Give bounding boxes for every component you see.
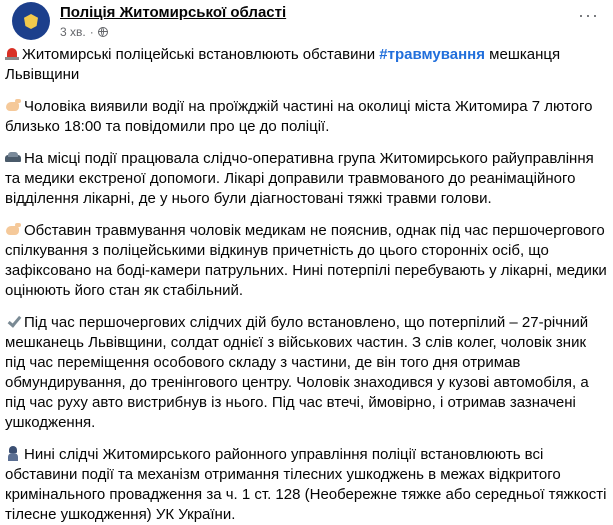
post-header [0, 0, 613, 44]
police-car-icon [5, 149, 21, 165]
page-name-link[interactable]: Поліція Житомирської області [60, 4, 287, 21]
police-officer-icon [5, 445, 21, 461]
siren-icon [5, 45, 19, 61]
post-paragraph-3: На місці події працювала слідчо-оперативна група Житомирського райуправління та медики екстреної допомоги. Лікарі доправили травмованого до реанімаційного відділення лікарні, де у нього були діагностовані тяжкі травми голови. [5, 150, 594, 207]
post-paragraph-6: Нині слідчі Житомирського районного управління поліції встановлюють всі обставини події та механізм отримання тілесних ушкоджень в межах відкритого кримінального провадження за ч. 1 ст. 128 (Необережне тяжке або середньої тяжкості тілесне ушкодження) УК України. [5, 446, 607, 523]
check-mark-icon [5, 313, 21, 329]
pointing-hand-icon [5, 97, 21, 113]
avatar[interactable] [12, 2, 50, 40]
more-options-icon[interactable]: ··· [578, 5, 599, 25]
post-paragraph-5: Під час першочергових слідчих дій було встановлено, що потерпілий – 27-річний мешканець Львівщини, солдат однієї з військових частин. З слів колег, чоловік зник під час переміщення особового складу з частини, де він того дня отримав обмундирування, до тренінгового центру. Чоловік знаходився у кузові автомобіля, а під час руху авто вистрибнув із нього. Під час втечі, ймовірно, і отримав зазначені ушкодження. [5, 314, 589, 431]
post-meta [60, 25, 108, 39]
separator-dot: · [89, 25, 94, 39]
post-time[interactable]: 3 хв. [60, 25, 86, 39]
post-paragraph-2: Чоловіка виявили водії на проїжджій частині на околиці міста Житомира 7 лютого близько 18:00 та повідомили про це до поліції. [5, 98, 593, 135]
post-paragraph-4: Обставин травмування чоловік медикам не пояснив, однак під час першочергового спілкування з поліцейськими відкинув причетність до цього сторонніх осіб, що зафіксовано на боді-камери патрульних. Нині потерпілі перебувають у лікарні, медики оцінюють його стан як стабільний. [5, 222, 607, 299]
pointing-hand-icon [5, 221, 21, 237]
globe-icon[interactable] [98, 27, 108, 37]
police-badge-icon [24, 14, 38, 29]
hashtag-link[interactable]: #травмування [379, 46, 485, 63]
post-paragraph-1: Житомирські поліцейські встановлюють обставини #травмування мешканця Львівщини [5, 46, 561, 83]
post-body [0, 45, 613, 525]
